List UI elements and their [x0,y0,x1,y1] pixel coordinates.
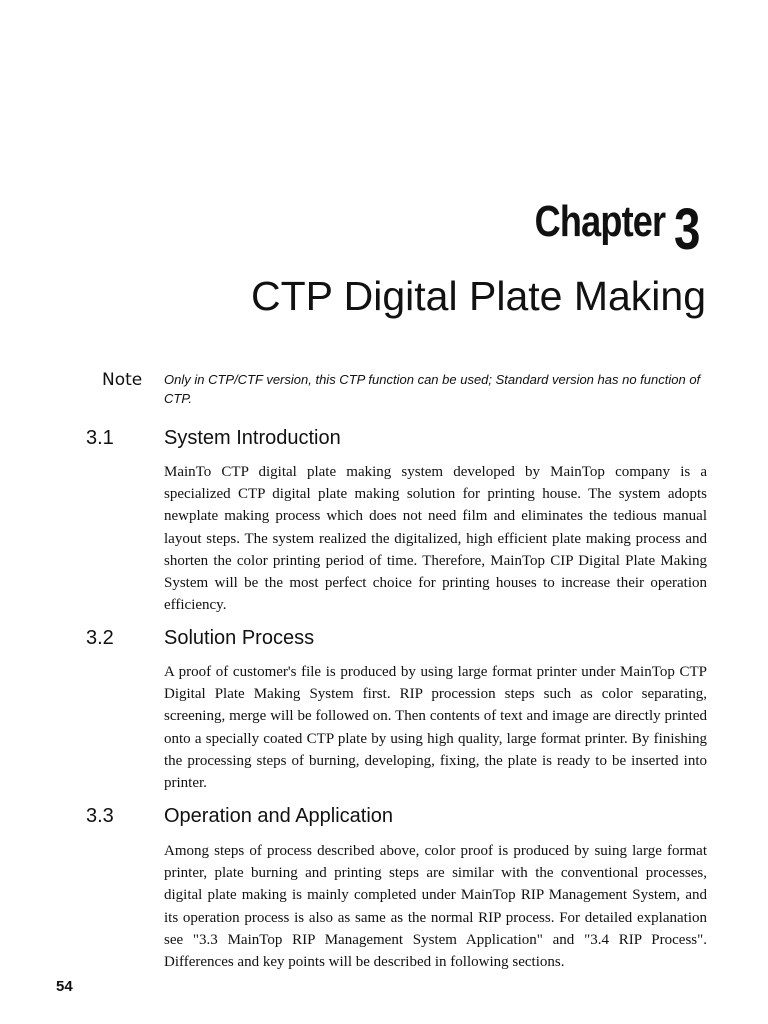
section-title: System Introduction [164,427,341,449]
chapter-title: CTP Digital Plate Making [251,273,706,319]
note-label: Note [102,370,143,390]
section-number: 3.2 [86,627,114,649]
page-number: 54 [56,978,73,995]
section-number: 3.1 [86,427,114,449]
chapter-number: 3 [673,197,701,262]
section-body: MainTo CTP digital plate making system developed by MainTop company is a specialized CTP digital plate making solution for printing house. The system adopts newplate making process which does not need film and eliminates the tedious manual layout steps. The system realized the digitalized, high efficient plate making process and shorten the color printing period of time. Therefore, MainTop CIP Digital Plate Making System will be the most perfect choice for printing houses to increase their operation efficiency. [164,464,707,614]
chapter-label: Chapter [535,197,666,247]
note-text: Only in CTP/CTF version, this CTP function can be used; Standard version has no function of CTP. [164,372,701,406]
section-title: Solution Process [164,627,315,649]
chapter-heading [506,192,706,262]
section-body: Among steps of process described above, color proof is produced by suing large format printer, plate burning and printing steps are similar with the conventional processes, digital plate making is mainly completed under MainTop RIP Management System, and its operation process is also as same as the normal RIP process. For detailed explanation see "3.3 MainTop RIP Management System Application" and "3.4 RIP Process". Differences and key points will be described in following sections. [164,843,707,971]
section-body: A proof of customer's file is produced by using large format printer under MainTop CTP Digital Plate Making System first. RIP procession steps such as color separating, screening, merge will be followed on. Then contents of text and image are directly printed onto a specially coated CTP plate by using high quality, large format printer. By finishing the processing steps of burning, developing, fixing, the plate is ready to be inserted into printer. [164,664,707,792]
section-number: 3.3 [86,805,114,827]
section-title: Operation and Application [164,805,394,827]
